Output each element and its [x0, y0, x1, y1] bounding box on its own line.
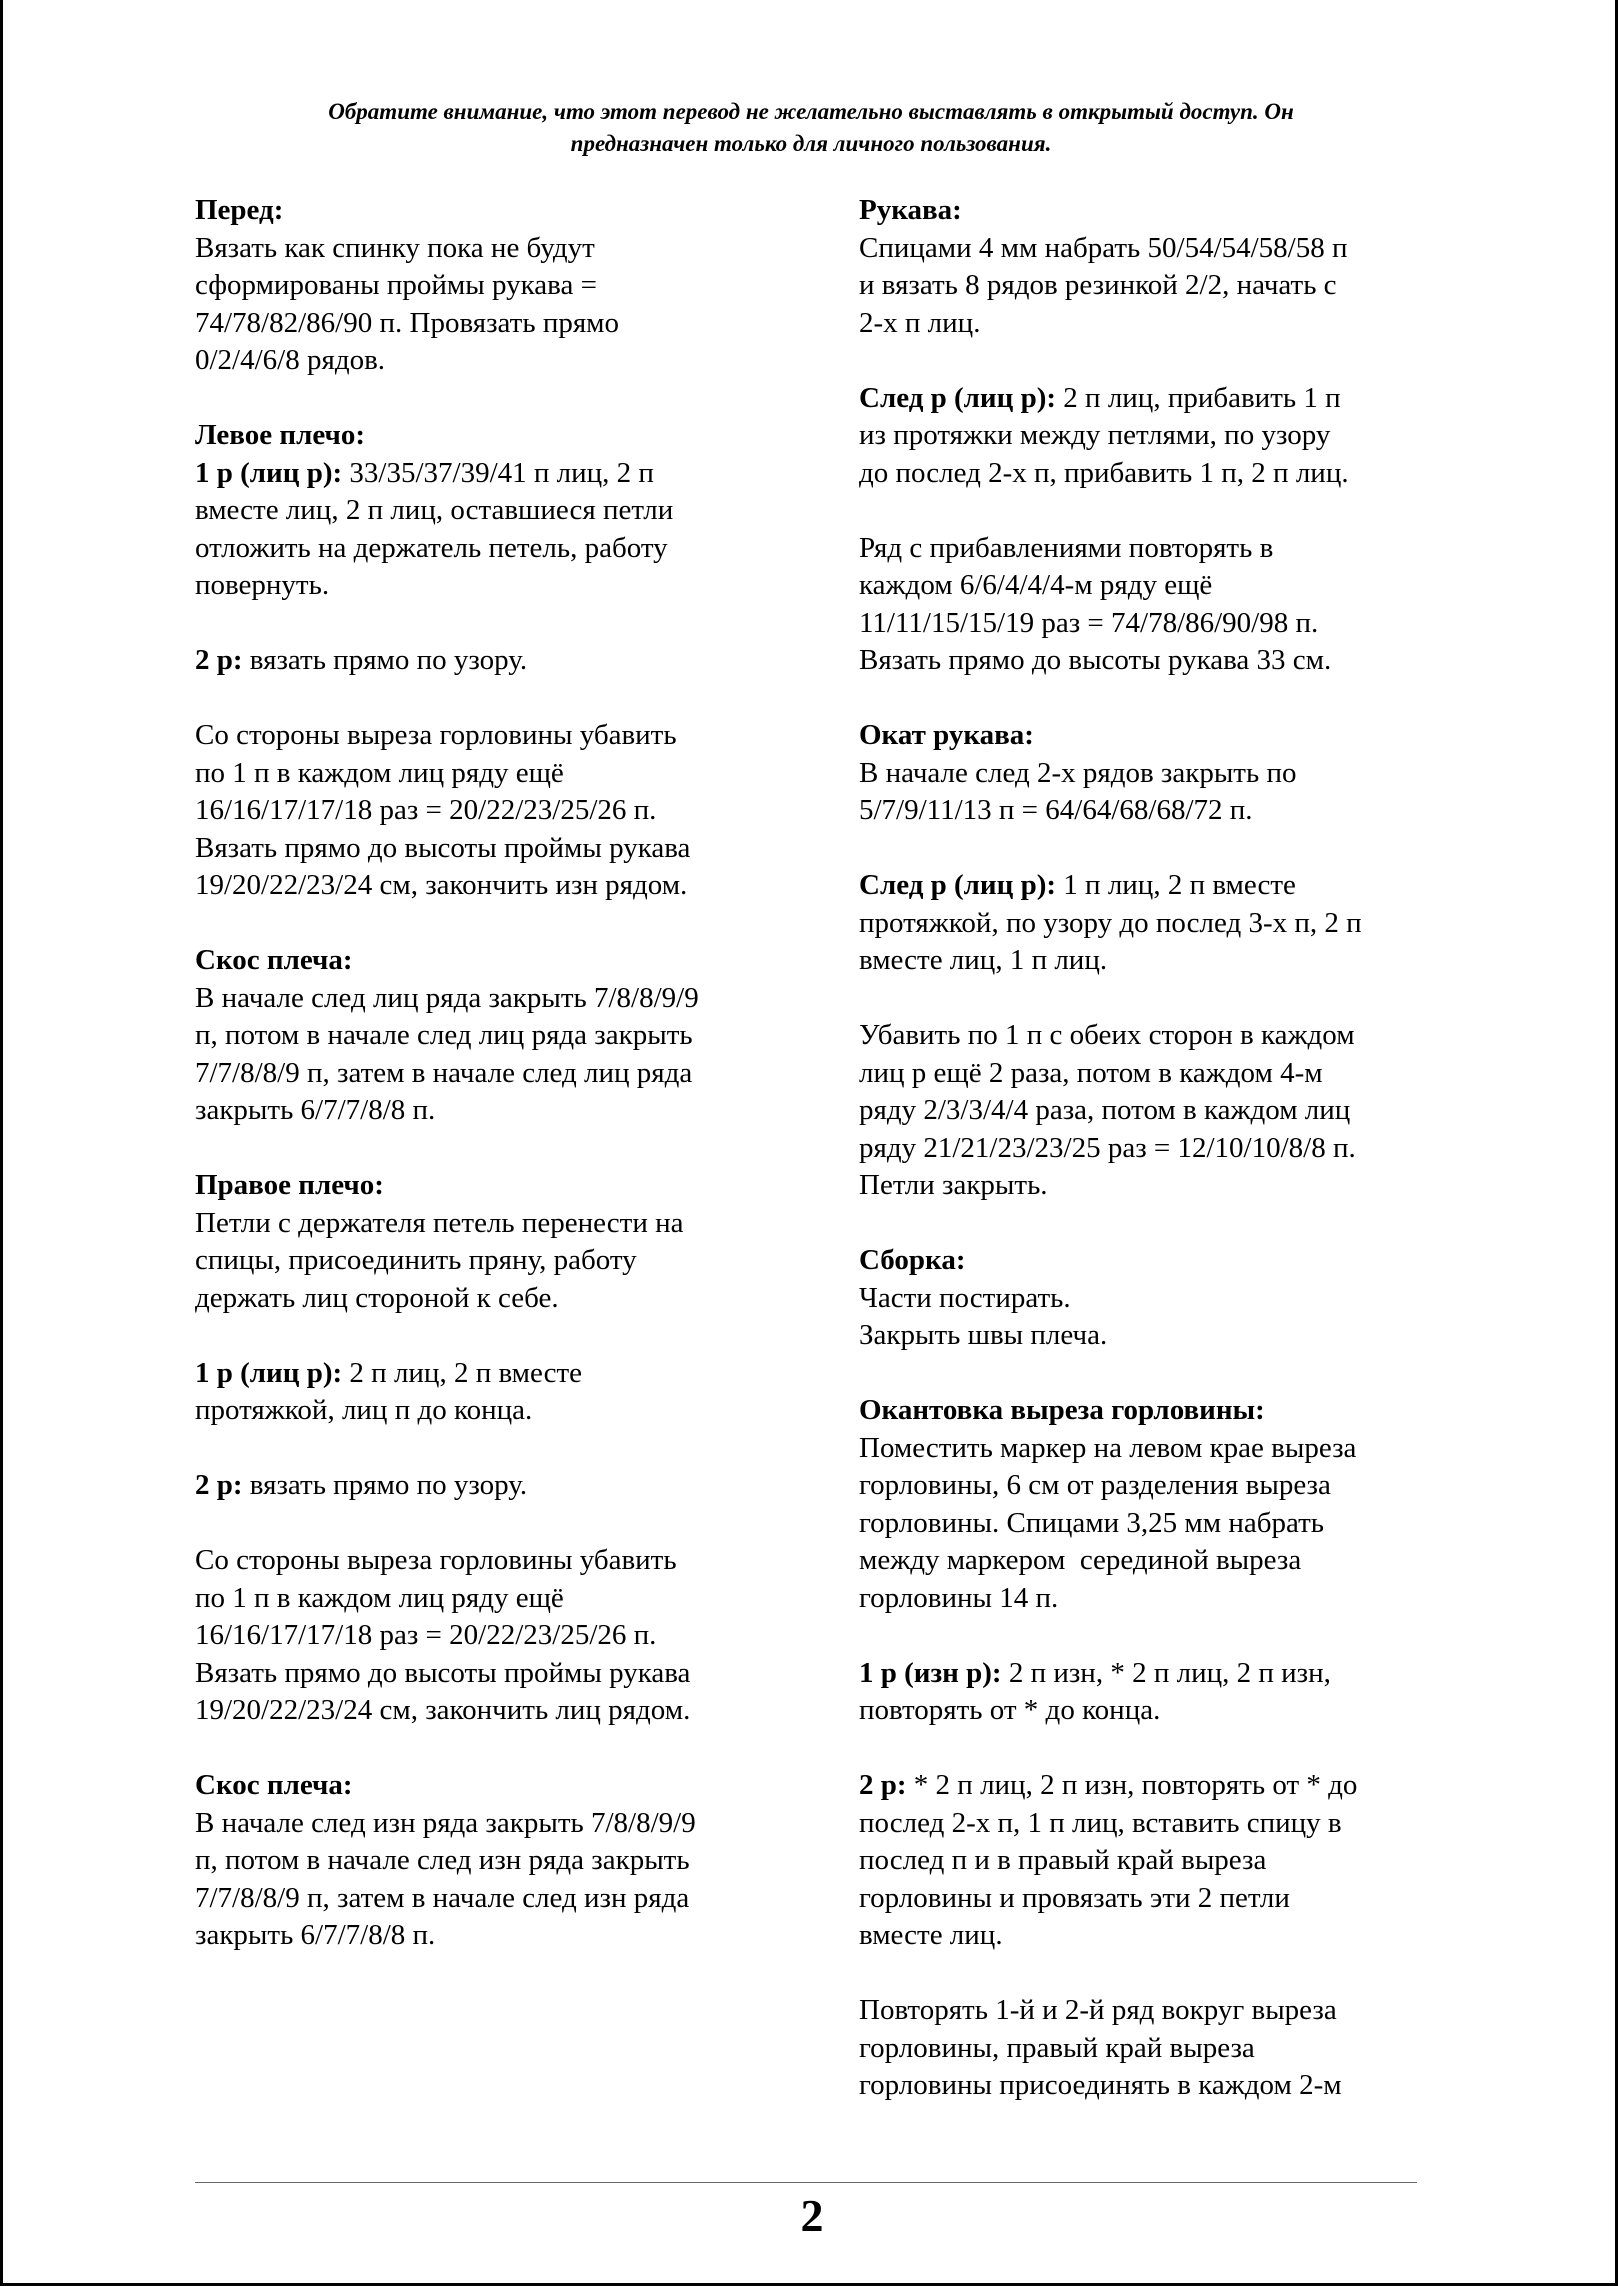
paragraph-row1 — [859, 1655, 1459, 1730]
paragraph-increase-repeat — [859, 530, 1459, 680]
section-sleeves — [859, 192, 1459, 342]
row-label: След р (лиц р): — [859, 869, 1057, 901]
text-line: ряду 21/21/23/23/25 раз = 12/10/10/8/8 п. — [859, 1131, 1356, 1164]
text-line: 74/78/82/86/90 п. Провязать прямо — [195, 306, 620, 339]
row-text: * 2 п лиц, 2 п изн, повторять от * до — [906, 1769, 1358, 1801]
section-left-shoulder — [195, 417, 795, 605]
text-line: 5/7/9/11/13 п = 64/64/68/68/72 п. — [859, 794, 1253, 826]
text-line: горловины, правый край выреза — [859, 2031, 1255, 2064]
section-shoulder-slope — [195, 942, 795, 1130]
text-line: горловины. Спицами 3,25 мм набрать — [859, 1506, 1324, 1539]
text-line: 11/11/15/15/19 раз = 74/78/86/90/98 п. — [859, 606, 1319, 639]
text-line: и вязать 8 рядов резинкой 2/2, начать с — [859, 269, 1337, 301]
text-line: до послед 2-х п, прибавить 1 п, 2 п лиц. — [859, 456, 1349, 489]
paragraph-neck-decrease — [195, 717, 795, 905]
section-assembly — [859, 1242, 1459, 1355]
section-neckband — [859, 1392, 1459, 1617]
text-line: Части постирать. — [859, 1281, 1071, 1314]
text-line: 16/16/17/17/18 раз = 20/22/23/25/26 п. — [195, 1619, 657, 1651]
section-right-shoulder — [195, 1167, 795, 1317]
text-line: вместе лиц, 1 п лиц. — [859, 944, 1108, 976]
text-line: п, потом в начале след изн ряда закрыть — [195, 1844, 690, 1876]
text-line: горловины присоединять в каждом 2-м — [859, 2069, 1342, 2101]
text-line: сформированы проймы рукава = — [195, 269, 597, 301]
notice-line: предназначен только для личного пользования. — [570, 131, 1052, 156]
row-label: 2 р: — [859, 1769, 907, 1801]
text-line: Поместить маркер на левом крае выреза — [859, 1431, 1357, 1464]
row-label: 1 р (лиц р): — [195, 1356, 343, 1389]
row-label: 1 р (изн р): — [859, 1656, 1002, 1689]
text-line: лиц р ещё 2 раза, потом в каждом 4-м — [859, 1056, 1323, 1089]
row-label: 2 р: — [195, 644, 243, 676]
text-line — [859, 867, 1459, 905]
text-line: спицы, присоединить пряну, работу — [195, 1244, 637, 1276]
row-text: 2 п изн, * 2 п лиц, 2 п изн, — [1001, 1656, 1331, 1689]
text-line: Спицами 4 мм набрать 50/54/54/58/58 п — [859, 231, 1348, 264]
paragraph-row2 — [859, 1767, 1459, 1955]
row-label: 2 р: — [195, 1469, 243, 1501]
text-line: Петли с держателя петель перенести на — [195, 1206, 684, 1239]
text-line: горловины 14 п. — [859, 1581, 1059, 1614]
text-line: держать лиц стороной к себе. — [195, 1281, 559, 1314]
notice-line: Обратите внимание, что этот перевод не желательно выставлять в открытый доступ. Он — [328, 99, 1294, 124]
text-line: Убавить по 1 п с обеих сторон в каждом — [859, 1019, 1355, 1051]
section-heading: Окантовка выреза горловины: — [859, 1394, 1265, 1426]
text-line: Закрыть швы плеча. — [859, 1319, 1108, 1351]
text-line — [195, 642, 795, 680]
row-text: 2 п лиц, прибавить 1 п — [1056, 381, 1341, 414]
row-label: След р (лиц р): — [859, 381, 1057, 414]
text-line: закрыть 6/7/7/8/8 п. — [195, 1094, 436, 1126]
text-line: закрыть 6/7/7/8/8 п. — [195, 1919, 436, 1951]
text-line — [195, 455, 795, 493]
left-column — [195, 192, 795, 1955]
text-line: ряду 2/3/3/4/4 раза, потом в каждом лиц — [859, 1094, 1351, 1126]
paragraph-repeat — [859, 1992, 1459, 2105]
section-heading: Рукава: — [859, 194, 962, 226]
text-line: повторять от * до конца. — [859, 1694, 1161, 1726]
text-line: Со стороны выреза горловины убавить — [195, 719, 677, 751]
text-line: Петли закрыть. — [859, 1169, 1048, 1201]
text-line: каждом 6/6/4/4/4-м ряду ещё — [859, 569, 1213, 601]
text-line: вместе лиц. — [859, 1919, 1003, 1951]
text-line: отложить на держатель петель, работу — [195, 531, 668, 564]
text-line: вместе лиц, 2 п лиц, оставшиеся петли — [195, 494, 674, 526]
text-line — [859, 1655, 1459, 1693]
row-text: 2 п лиц, 2 п вместе — [342, 1356, 583, 1389]
text-line: 19/20/22/23/24 см, закончить изн рядом. — [195, 869, 688, 901]
text-line: 16/16/17/17/18 раз = 20/22/23/25/26 п. — [195, 794, 657, 826]
footer-divider — [195, 2182, 1417, 2183]
section-heading: Правое плечо: — [195, 1169, 384, 1201]
paragraph-next-row — [859, 380, 1459, 493]
paragraph-row2 — [195, 642, 795, 680]
section-heading: Скос плеча: — [195, 944, 353, 976]
text-line: 7/7/8/8/9 п, затем в начале след изн ряда — [195, 1881, 690, 1914]
text-line: послед 2-х п, 1 п лиц, вставить спицу в — [859, 1806, 1342, 1839]
right-column — [859, 192, 1459, 2105]
text-line: Вязать прямо до высоты проймы рукава — [195, 831, 691, 864]
text-line: горловины и провязать эти 2 петли — [859, 1881, 1290, 1914]
text-line — [195, 1355, 795, 1393]
text-line: повернуть. — [195, 569, 330, 601]
text-line: Вязать прямо до высоты рукава 33 см. — [859, 644, 1332, 676]
section-heading: Левое плечо: — [195, 419, 366, 451]
paragraph-row1 — [195, 1355, 795, 1430]
text-line: протяжкой, по узору до послед 3-х п, 2 п — [859, 906, 1362, 939]
text-line: горловины, 6 см от разделения выреза — [859, 1469, 1331, 1501]
text-line: между маркером серединой выреза — [859, 1544, 1302, 1576]
paragraph-cap-decrease — [859, 1017, 1459, 1205]
text-line: 2-х п лиц. — [859, 306, 981, 339]
text-line: по 1 п в каждом лиц ряду ещё — [195, 756, 564, 789]
row-text: 33/35/37/39/41 п лиц, 2 п — [342, 456, 654, 489]
section-heading: Сборка: — [859, 1244, 966, 1276]
section-sleeve-cap — [859, 717, 1459, 830]
text-line: п, потом в начале след лиц ряда закрыть — [195, 1019, 693, 1051]
row-text: вязать прямо по узору. — [242, 644, 528, 676]
text-line: Повторять 1-й и 2-й ряд вокруг выреза — [859, 1994, 1337, 2026]
row-text: вязать прямо по узору. — [242, 1469, 528, 1501]
text-line: по 1 п в каждом лиц ряду ещё — [195, 1581, 564, 1614]
section-heading: Скос плеча: — [195, 1769, 353, 1801]
row-label: 1 р (лиц р): — [195, 456, 343, 489]
text-line: В начале след изн ряда закрыть 7/8/8/9/9 — [195, 1806, 696, 1839]
section-shoulder-slope — [195, 1767, 795, 1955]
text-line — [195, 1467, 795, 1505]
privacy-notice — [193, 96, 1429, 160]
text-line: Со стороны выреза горловины убавить — [195, 1544, 677, 1576]
text-line — [859, 1767, 1459, 1805]
text-line: из протяжки между петлями, по узору — [859, 419, 1331, 451]
text-line: Ряд с прибавлениями повторять в — [859, 531, 1274, 564]
section-heading: Перед: — [195, 194, 284, 226]
page-number: 2 — [800, 2190, 824, 2241]
paragraph-next-row — [859, 867, 1459, 980]
text-line: протяжкой, лиц п до конца. — [195, 1394, 533, 1426]
section-front — [195, 192, 795, 380]
text-line: 19/20/22/23/24 см, закончить лиц рядом. — [195, 1694, 691, 1726]
text-line — [859, 380, 1459, 418]
paragraph-row2 — [195, 1467, 795, 1505]
text-line: Вязать как спинку пока не будут — [195, 231, 595, 264]
text-line: В начале след лиц ряда закрыть 7/8/8/9/9 — [195, 981, 699, 1014]
text-line: послед п и в правый край выреза — [859, 1844, 1267, 1876]
text-line: 0/2/4/6/8 рядов. — [195, 344, 386, 376]
text-line: Вязать прямо до высоты проймы рукава — [195, 1656, 691, 1689]
paragraph-neck-decrease — [195, 1542, 795, 1730]
row-text: 1 п лиц, 2 п вместе — [1056, 869, 1296, 901]
text-line: В начале след 2-х рядов закрыть по — [859, 756, 1297, 789]
section-heading: Окат рукава: — [859, 719, 1034, 751]
text-line: 7/7/8/8/9 п, затем в начале след лиц ряда — [195, 1056, 693, 1089]
